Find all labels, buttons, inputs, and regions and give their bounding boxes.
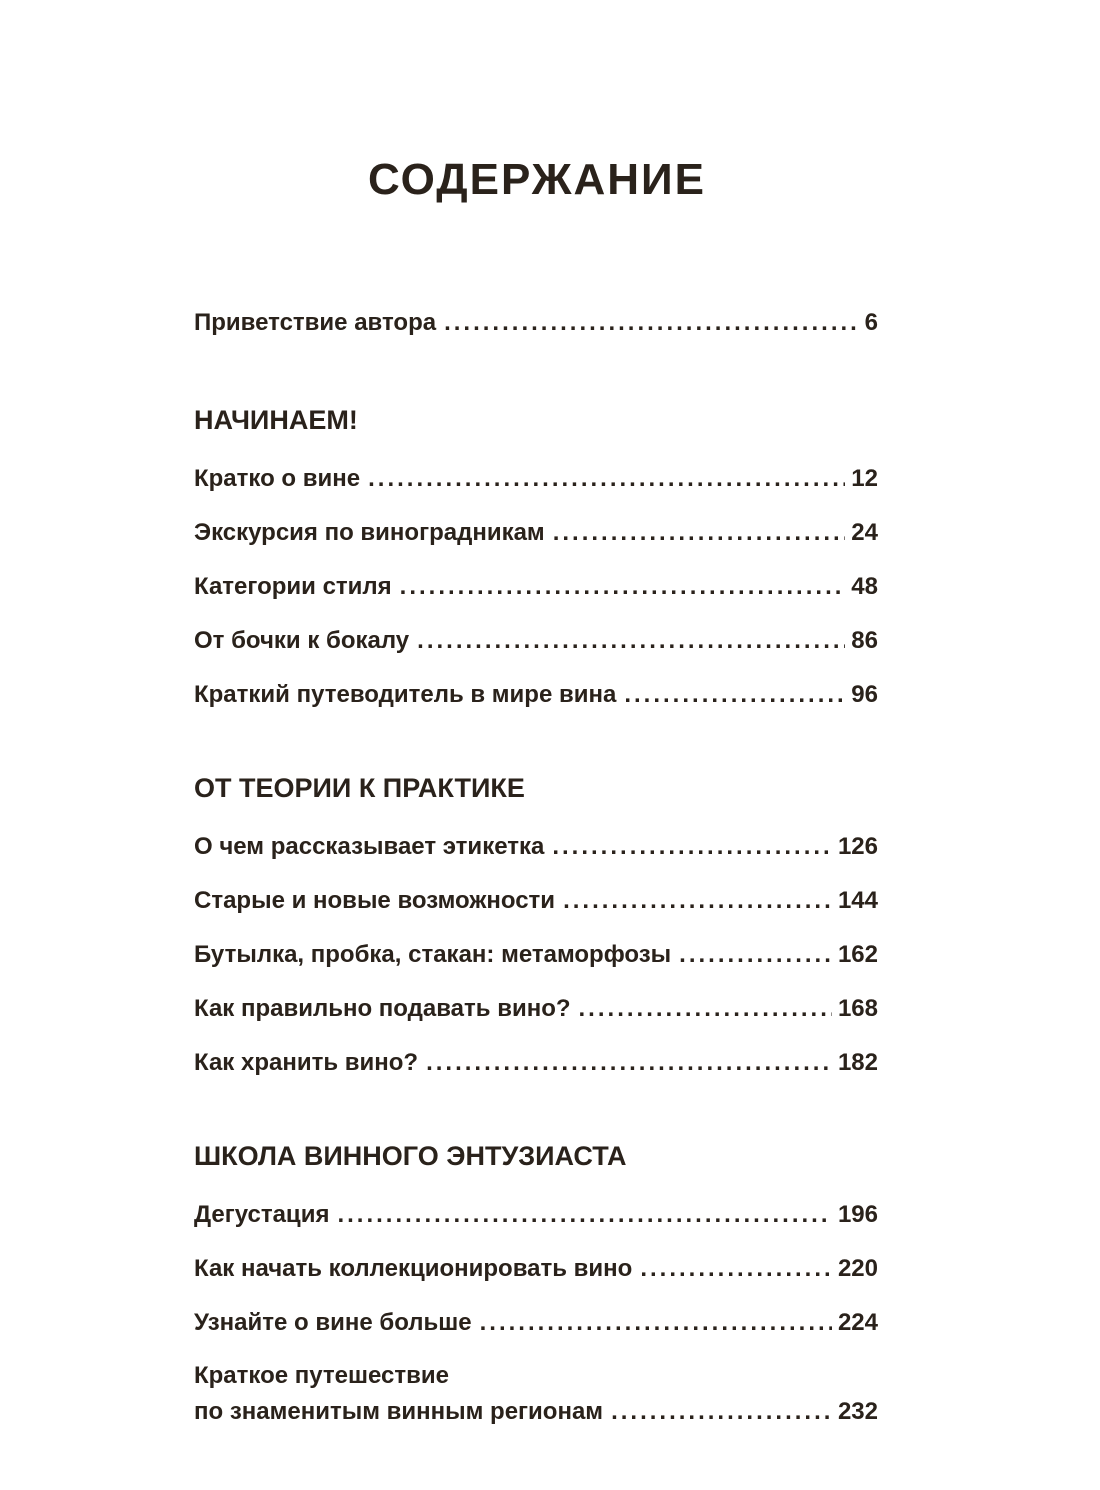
toc-entry-label-line1: Краткое путешествие	[194, 1362, 450, 1389]
table-of-contents	[194, 296, 878, 1430]
toc-entry[interactable]	[194, 1036, 878, 1090]
dot-leader	[611, 1394, 832, 1430]
toc-entry-page: 196	[837, 1201, 878, 1228]
toc-entry[interactable]	[194, 1188, 878, 1242]
toc-entry-page: 6	[864, 309, 878, 336]
toc-entry-page: 86	[851, 627, 878, 654]
toc-entry-page: 162	[837, 941, 878, 968]
toc-entry-intro[interactable]	[194, 296, 878, 350]
dot-leader	[553, 506, 846, 560]
toc-entry-page: 224	[837, 1309, 878, 1336]
toc-entry-page: 96	[851, 681, 878, 708]
toc-entry-label-line2: по знаменитым винным регионам	[194, 1398, 604, 1425]
dot-leader	[552, 820, 832, 874]
dot-leader	[640, 1242, 832, 1296]
section-heading: НАЧИНАЕМ!	[194, 405, 358, 435]
toc-entry-page: 12	[851, 465, 878, 492]
dot-leader	[368, 452, 845, 506]
page-title: СОДЕРЖАНИЕ	[367, 155, 707, 204]
dot-leader	[400, 560, 846, 614]
section-heading: ОТ ТЕОРИИ К ПРАКТИКЕ	[194, 773, 525, 803]
toc-entry-page: 48	[851, 573, 878, 600]
toc-entry[interactable]	[194, 614, 878, 668]
dot-leader	[426, 1036, 832, 1090]
toc-entry-label: Дегустация	[194, 1201, 330, 1228]
toc-entry-label: Категории стиля	[194, 573, 392, 600]
toc-entry-label: От бочки к бокалу	[194, 627, 410, 654]
toc-entry[interactable]	[194, 928, 878, 982]
dot-leader	[444, 296, 859, 350]
toc-entry-page: 126	[837, 833, 878, 860]
toc-entry-page: 168	[837, 995, 878, 1022]
toc-entry[interactable]	[194, 820, 878, 874]
toc-entry[interactable]	[194, 668, 878, 722]
toc-entry[interactable]	[194, 560, 878, 614]
toc-entry-label: Экскурсия по виноградникам	[194, 519, 545, 546]
toc-entry-label: Приветствие автора	[194, 309, 437, 336]
dot-leader	[579, 982, 832, 1036]
toc-entry-line2	[194, 1394, 878, 1430]
toc-entry-page: 232	[837, 1398, 878, 1425]
toc-entry-label: Как хранить вино?	[194, 1049, 419, 1076]
dot-leader	[337, 1188, 832, 1242]
toc-entry[interactable]	[194, 452, 878, 506]
toc-entry-page: 220	[837, 1255, 878, 1282]
toc-entry[interactable]	[194, 1296, 878, 1350]
toc-entry-label: О чем рассказывает этикетка	[194, 833, 545, 860]
toc-entry-page: 182	[837, 1049, 878, 1076]
section-heading: ШКОЛА ВИННОГО ЭНТУЗИАСТА	[194, 1141, 627, 1171]
toc-entry-label: Краткий путеводитель в мире вина	[194, 681, 617, 708]
toc-entry[interactable]	[194, 1242, 878, 1296]
toc-entry[interactable]	[194, 982, 878, 1036]
dot-leader	[624, 668, 845, 722]
toc-entry-page: 24	[851, 519, 878, 546]
toc-entry-page: 144	[837, 887, 878, 914]
dot-leader	[679, 928, 832, 982]
dot-leader	[563, 874, 832, 928]
toc-entry-label: Узнайте о вине больше	[194, 1309, 472, 1336]
toc-entry-label: Старые и новые возможности	[194, 887, 556, 914]
toc-entry[interactable]	[194, 874, 878, 928]
dot-leader	[417, 614, 845, 668]
dot-leader	[480, 1296, 832, 1350]
toc-entry-label: Кратко о вине	[194, 465, 361, 492]
toc-entry-label: Как начать коллекционировать вино	[194, 1255, 633, 1282]
toc-entry[interactable]	[194, 506, 878, 560]
toc-entry-label: Как правильно подавать вино?	[194, 995, 571, 1022]
toc-entry-label: Бутылка, пробка, стакан: метаморфозы	[194, 941, 672, 968]
toc-entry[interactable]	[194, 1358, 878, 1430]
